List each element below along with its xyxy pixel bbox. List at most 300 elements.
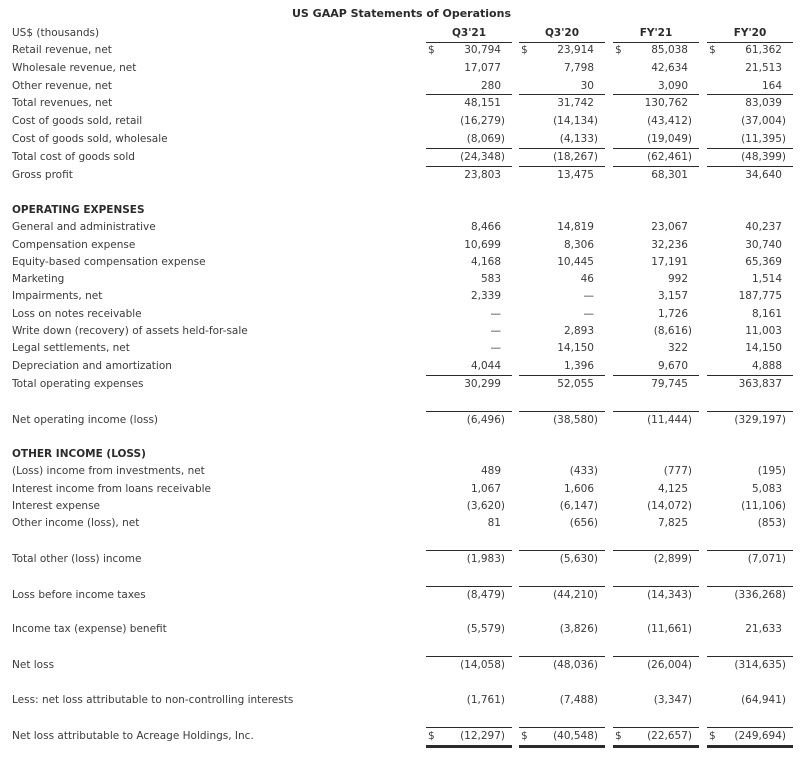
cell-q3-21: [426, 113, 512, 130]
cell-value: 61,362: [745, 44, 782, 56]
row-label: Net loss attributable to Acreage Holdings, Inc.: [12, 730, 254, 742]
cell-value: (43,412): [647, 115, 692, 127]
cell-value: (4,133): [559, 133, 598, 145]
cell-value: (195): [757, 465, 786, 477]
cell-value: 10,445: [557, 256, 594, 268]
divider-line: [426, 148, 512, 149]
cell-value: 164: [761, 80, 782, 92]
cell-value: (19,049): [647, 133, 692, 145]
divider-line: [707, 166, 793, 167]
section-heading-row: [0, 446, 803, 463]
cell-q3-20: [519, 237, 605, 254]
table-row: [0, 42, 803, 59]
divider-line: [707, 148, 793, 149]
divider-line: [519, 148, 605, 149]
cell-q3-21: [426, 412, 512, 429]
divider-line: [613, 166, 699, 167]
cell-value: 7,798: [563, 62, 594, 74]
table-row: [0, 78, 803, 95]
cell-q3-20: [519, 498, 605, 515]
section-heading: OTHER INCOME (LOSS): [12, 448, 146, 460]
cell-value: (40,548): [553, 730, 598, 742]
cell-value: (48,399): [741, 151, 786, 163]
cell-value: 1,396: [563, 360, 594, 372]
cell-q3-21: [426, 323, 512, 340]
divider-line: [426, 411, 512, 412]
table-row: [0, 621, 803, 638]
cell-q3-20: [519, 78, 605, 95]
divider-line: [426, 727, 512, 728]
cell-value: (26,004): [647, 659, 692, 671]
row-label: General and administrative: [12, 221, 156, 233]
row-label: Gross profit: [12, 169, 73, 181]
cell-value: 21,633: [745, 623, 782, 635]
cell-fy-20: [707, 515, 793, 532]
cell-value: 322: [667, 342, 688, 354]
cell-value: (14,343): [647, 589, 692, 601]
cell-value: (8,616): [653, 325, 692, 337]
cell-value: 2,893: [563, 325, 594, 337]
cell-q3-20: [519, 95, 605, 112]
table-row: [0, 95, 803, 112]
cell-value: (314,635): [734, 659, 786, 671]
cell-value: (5,579): [466, 623, 505, 635]
table-row: [0, 515, 803, 532]
cell-q3-21: [426, 95, 512, 112]
cell-fy-20: [707, 42, 793, 59]
cell-value: (14,072): [647, 500, 692, 512]
cell-q3-21: [426, 131, 512, 148]
cell-value: 992: [667, 273, 688, 285]
cell-q3-21: [426, 358, 512, 375]
cell-fy-21: [613, 621, 699, 638]
table-row: [0, 60, 803, 77]
row-label: (Loss) income from investments, net: [12, 465, 205, 477]
cell-q3-20: [519, 412, 605, 429]
cell-value: —: [490, 325, 501, 337]
divider-line: [426, 550, 512, 551]
cell-q3-21: [426, 498, 512, 515]
cell-fy-21: [613, 288, 699, 305]
cell-value: (3,826): [559, 623, 598, 635]
cell-fy-21: [613, 254, 699, 271]
total-underline: [519, 745, 605, 748]
divider-line: [613, 148, 699, 149]
cell-value: (62,461): [647, 151, 692, 163]
cell-q3-21: [426, 288, 512, 305]
cell-fy-20: [707, 113, 793, 130]
cell-q3-21: [426, 551, 512, 568]
cell-q3-21: [426, 728, 512, 745]
divider-line: [426, 166, 512, 167]
cell-value: (1,983): [466, 553, 505, 565]
divider-line: [707, 586, 793, 587]
cell-value: —: [583, 308, 594, 320]
cell-value: 363,837: [738, 378, 782, 390]
cell-fy-21: [613, 692, 699, 709]
table-row: [0, 692, 803, 709]
row-label: Total cost of goods sold: [12, 151, 135, 163]
cell-value: 23,067: [651, 221, 688, 233]
row-label: Other income (loss), net: [12, 517, 140, 529]
cell-value: (7,071): [747, 553, 786, 565]
cell-value: 14,150: [557, 342, 594, 354]
currency-symbol: $: [615, 730, 622, 742]
cell-fy-20: [707, 358, 793, 375]
cell-fy-20: [707, 587, 793, 604]
currency-symbol: $: [428, 44, 435, 56]
cell-q3-20: [519, 254, 605, 271]
row-label: Wholesale revenue, net: [12, 62, 137, 74]
cell-value: (18,267): [553, 151, 598, 163]
cell-fy-20: [707, 95, 793, 112]
cell-q3-20: [519, 42, 605, 59]
row-label: Depreciation and amortization: [12, 360, 172, 372]
cell-fy-21: [613, 498, 699, 515]
cell-value: 1,067: [470, 483, 501, 495]
cell-q3-21: [426, 621, 512, 638]
divider-line: [613, 656, 699, 657]
cell-q3-21: [426, 515, 512, 532]
divider-line: [426, 42, 512, 43]
divider-line: [613, 375, 699, 376]
cell-fy-20: [707, 219, 793, 236]
row-label: Total operating expenses: [12, 378, 144, 390]
cell-value: 4,888: [751, 360, 782, 372]
cell-fy-21: [613, 412, 699, 429]
cell-fy-21: [613, 463, 699, 480]
cell-value: (11,661): [647, 623, 692, 635]
cell-value: 130,762: [644, 97, 688, 109]
cell-q3-20: [519, 306, 605, 323]
cell-value: (14,058): [460, 659, 505, 671]
cell-value: (1,761): [466, 694, 505, 706]
cell-q3-21: [426, 306, 512, 323]
column-header-fy-21: FY'21: [639, 27, 673, 39]
table-row: [0, 498, 803, 515]
cell-value: (16,279): [460, 115, 505, 127]
cell-fy-20: [707, 237, 793, 254]
cell-q3-20: [519, 60, 605, 77]
cell-value: 11,003: [745, 325, 782, 337]
cell-value: 79,745: [651, 378, 688, 390]
cell-fy-20: [707, 167, 793, 184]
cell-value: 280: [480, 80, 501, 92]
cell-value: (7,488): [559, 694, 598, 706]
divider-line: [707, 411, 793, 412]
row-label: Write down (recovery) of assets held-for-sale: [12, 325, 248, 337]
cell-value: (11,106): [741, 500, 786, 512]
cell-value: 52,055: [557, 378, 594, 390]
divider-line: [519, 550, 605, 551]
table-row: [0, 149, 803, 166]
table-row: [0, 237, 803, 254]
row-label: Other revenue, net: [12, 80, 113, 92]
cell-value: (336,268): [734, 589, 786, 601]
column-header-q3-20: Q3'20: [544, 27, 580, 39]
cell-q3-20: [519, 219, 605, 236]
total-underline: [426, 745, 512, 748]
cell-value: —: [490, 308, 501, 320]
cell-fy-21: [613, 95, 699, 112]
cell-value: (777): [663, 465, 692, 477]
cell-value: 9,670: [657, 360, 688, 372]
cell-fy-20: [707, 78, 793, 95]
cell-value: (11,444): [647, 414, 692, 426]
cell-value: 23,803: [464, 169, 501, 181]
row-label: Net operating income (loss): [12, 414, 159, 426]
cell-value: (433): [569, 465, 598, 477]
cell-fy-20: [707, 657, 793, 674]
cell-value: (37,004): [741, 115, 786, 127]
divider-line: [519, 656, 605, 657]
cell-value: 32,236: [651, 239, 688, 251]
currency-symbol: $: [521, 44, 528, 56]
cell-fy-21: [613, 728, 699, 745]
cell-value: 48,151: [464, 97, 501, 109]
cell-fy-21: [613, 237, 699, 254]
cell-value: 8,306: [563, 239, 594, 251]
cell-q3-20: [519, 692, 605, 709]
row-label: Interest expense: [12, 500, 100, 512]
cell-fy-21: [613, 481, 699, 498]
cell-fy-20: [707, 481, 793, 498]
cell-value: (3,347): [653, 694, 692, 706]
cell-fy-20: [707, 728, 793, 745]
cell-value: 1,606: [563, 483, 594, 495]
cell-value: (38,580): [553, 414, 598, 426]
cell-value: 81: [487, 517, 501, 529]
cell-fy-21: [613, 306, 699, 323]
row-label: Total other (loss) income: [12, 553, 142, 565]
cell-fy-20: [707, 323, 793, 340]
cell-q3-20: [519, 728, 605, 745]
row-label: Marketing: [12, 273, 65, 285]
divider-line: [707, 94, 793, 95]
cell-q3-21: [426, 463, 512, 480]
cell-value: (2,899): [653, 553, 692, 565]
cell-q3-21: [426, 657, 512, 674]
header-row: [0, 25, 803, 42]
divider-line: [613, 550, 699, 551]
row-label: Cost of goods sold, wholesale: [12, 133, 168, 145]
divider-line: [707, 727, 793, 728]
table-row: [0, 306, 803, 323]
divider-line: [426, 94, 512, 95]
cell-fy-20: [707, 271, 793, 288]
cell-value: 30,299: [464, 378, 501, 390]
cell-fy-21: [613, 358, 699, 375]
cell-value: 5,083: [751, 483, 782, 495]
table-row: [0, 340, 803, 357]
cell-fy-20: [707, 288, 793, 305]
cell-q3-20: [519, 657, 605, 674]
table-row: [0, 657, 803, 674]
cell-fy-21: [613, 42, 699, 59]
cell-fy-21: [613, 271, 699, 288]
cell-value: 187,775: [738, 290, 782, 302]
cell-value: 489: [480, 465, 501, 477]
cell-value: (14,134): [553, 115, 598, 127]
cell-value: 10,699: [464, 239, 501, 251]
cell-value: 46: [580, 273, 594, 285]
cell-fy-21: [613, 323, 699, 340]
cell-value: 85,038: [651, 44, 688, 56]
cell-value: 8,466: [470, 221, 501, 233]
row-label: Net loss: [12, 659, 55, 671]
cell-fy-21: [613, 515, 699, 532]
cell-fy-21: [613, 551, 699, 568]
cell-q3-20: [519, 515, 605, 532]
table-row: [0, 412, 803, 429]
cell-value: (44,210): [553, 589, 598, 601]
divider-line: [519, 94, 605, 95]
cell-fy-20: [707, 412, 793, 429]
cell-value: 2,339: [470, 290, 501, 302]
cell-fy-21: [613, 60, 699, 77]
divider-line: [519, 727, 605, 728]
divider-line: [613, 42, 699, 43]
cell-q3-20: [519, 481, 605, 498]
cell-value: 4,125: [657, 483, 688, 495]
cell-q3-21: [426, 219, 512, 236]
divider-line: [613, 586, 699, 587]
cell-value: (329,197): [734, 414, 786, 426]
cell-value: 14,819: [557, 221, 594, 233]
cell-fy-20: [707, 463, 793, 480]
cell-value: 30,740: [745, 239, 782, 251]
cell-q3-20: [519, 340, 605, 357]
table-row: [0, 271, 803, 288]
cell-q3-21: [426, 254, 512, 271]
cell-q3-20: [519, 113, 605, 130]
section-heading: OPERATING EXPENSES: [12, 204, 145, 216]
table-row: [0, 323, 803, 340]
statement-title: US GAAP Statements of Operations: [291, 7, 511, 20]
divider-line: [707, 656, 793, 657]
cell-fy-21: [613, 340, 699, 357]
cell-fy-21: [613, 657, 699, 674]
cell-fy-21: [613, 78, 699, 95]
cell-value: (656): [569, 517, 598, 529]
row-label: Income tax (expense) benefit: [12, 623, 167, 635]
row-label: Total revenues, net: [12, 97, 113, 109]
cell-fy-20: [707, 621, 793, 638]
cell-value: 17,191: [651, 256, 688, 268]
cell-value: (6,147): [559, 500, 598, 512]
cell-q3-20: [519, 621, 605, 638]
row-label: Equity-based compensation expense: [12, 256, 206, 268]
cell-q3-20: [519, 463, 605, 480]
currency-symbol: $: [709, 44, 716, 56]
table-row: [0, 551, 803, 568]
cell-fy-20: [707, 306, 793, 323]
cell-q3-21: [426, 42, 512, 59]
cell-fy-21: [613, 113, 699, 130]
table-row: [0, 131, 803, 148]
divider-line: [707, 375, 793, 376]
cell-value: (11,395): [741, 133, 786, 145]
divider-line: [519, 586, 605, 587]
divider-line: [707, 42, 793, 43]
row-label: Loss before income taxes: [12, 589, 146, 601]
cell-value: 3,157: [657, 290, 688, 302]
currency-symbol: $: [709, 730, 716, 742]
cell-value: 1,726: [657, 308, 688, 320]
cell-q3-21: [426, 60, 512, 77]
cell-value: 68,301: [651, 169, 688, 181]
cell-value: 13,475: [557, 169, 594, 181]
table-row: [0, 728, 803, 745]
cell-value: 4,168: [470, 256, 501, 268]
row-label: Legal settlements, net: [12, 342, 130, 354]
cell-value: 1,514: [751, 273, 782, 285]
cell-q3-20: [519, 149, 605, 166]
cell-fy-21: [613, 219, 699, 236]
cell-value: (24,348): [460, 151, 505, 163]
cell-q3-21: [426, 376, 512, 393]
cell-value: 14,150: [745, 342, 782, 354]
cell-q3-21: [426, 271, 512, 288]
cell-fy-20: [707, 692, 793, 709]
cell-value: 17,077: [464, 62, 501, 74]
cell-value: 40,237: [745, 221, 782, 233]
table-row: [0, 376, 803, 393]
divider-line: [426, 586, 512, 587]
cell-value: 30,794: [464, 44, 501, 56]
cell-fy-20: [707, 551, 793, 568]
cell-fy-20: [707, 376, 793, 393]
row-label: Cost of goods sold, retail: [12, 115, 143, 127]
divider-line: [519, 42, 605, 43]
divider-line: [426, 375, 512, 376]
cell-value: —: [490, 342, 501, 354]
cell-fy-21: [613, 587, 699, 604]
cell-q3-21: [426, 78, 512, 95]
cell-fy-20: [707, 149, 793, 166]
cell-q3-21: [426, 167, 512, 184]
cell-fy-20: [707, 498, 793, 515]
row-label: Compensation expense: [12, 239, 136, 251]
cell-value: (48,036): [553, 659, 598, 671]
column-header-q3-21: Q3'21: [451, 27, 487, 39]
total-underline: [613, 745, 699, 748]
table-row: [0, 219, 803, 236]
divider-line: [613, 727, 699, 728]
cell-value: 83,039: [745, 97, 782, 109]
column-header-fy-20: FY'20: [733, 27, 767, 39]
currency-symbol: $: [521, 730, 528, 742]
cell-q3-20: [519, 131, 605, 148]
cell-fy-20: [707, 340, 793, 357]
cell-value: 34,640: [745, 169, 782, 181]
cell-q3-20: [519, 323, 605, 340]
table-row: [0, 254, 803, 271]
currency-symbol: $: [615, 44, 622, 56]
cell-value: 31,742: [557, 97, 594, 109]
table-row: [0, 463, 803, 480]
cell-value: (853): [757, 517, 786, 529]
cell-q3-21: [426, 481, 512, 498]
currency-symbol: $: [428, 730, 435, 742]
cell-value: (5,630): [559, 553, 598, 565]
cell-q3-20: [519, 358, 605, 375]
table-row: [0, 167, 803, 184]
divider-line: [519, 375, 605, 376]
row-label: Loss on notes receivable: [12, 308, 142, 320]
cell-q3-20: [519, 551, 605, 568]
table-row: [0, 358, 803, 375]
